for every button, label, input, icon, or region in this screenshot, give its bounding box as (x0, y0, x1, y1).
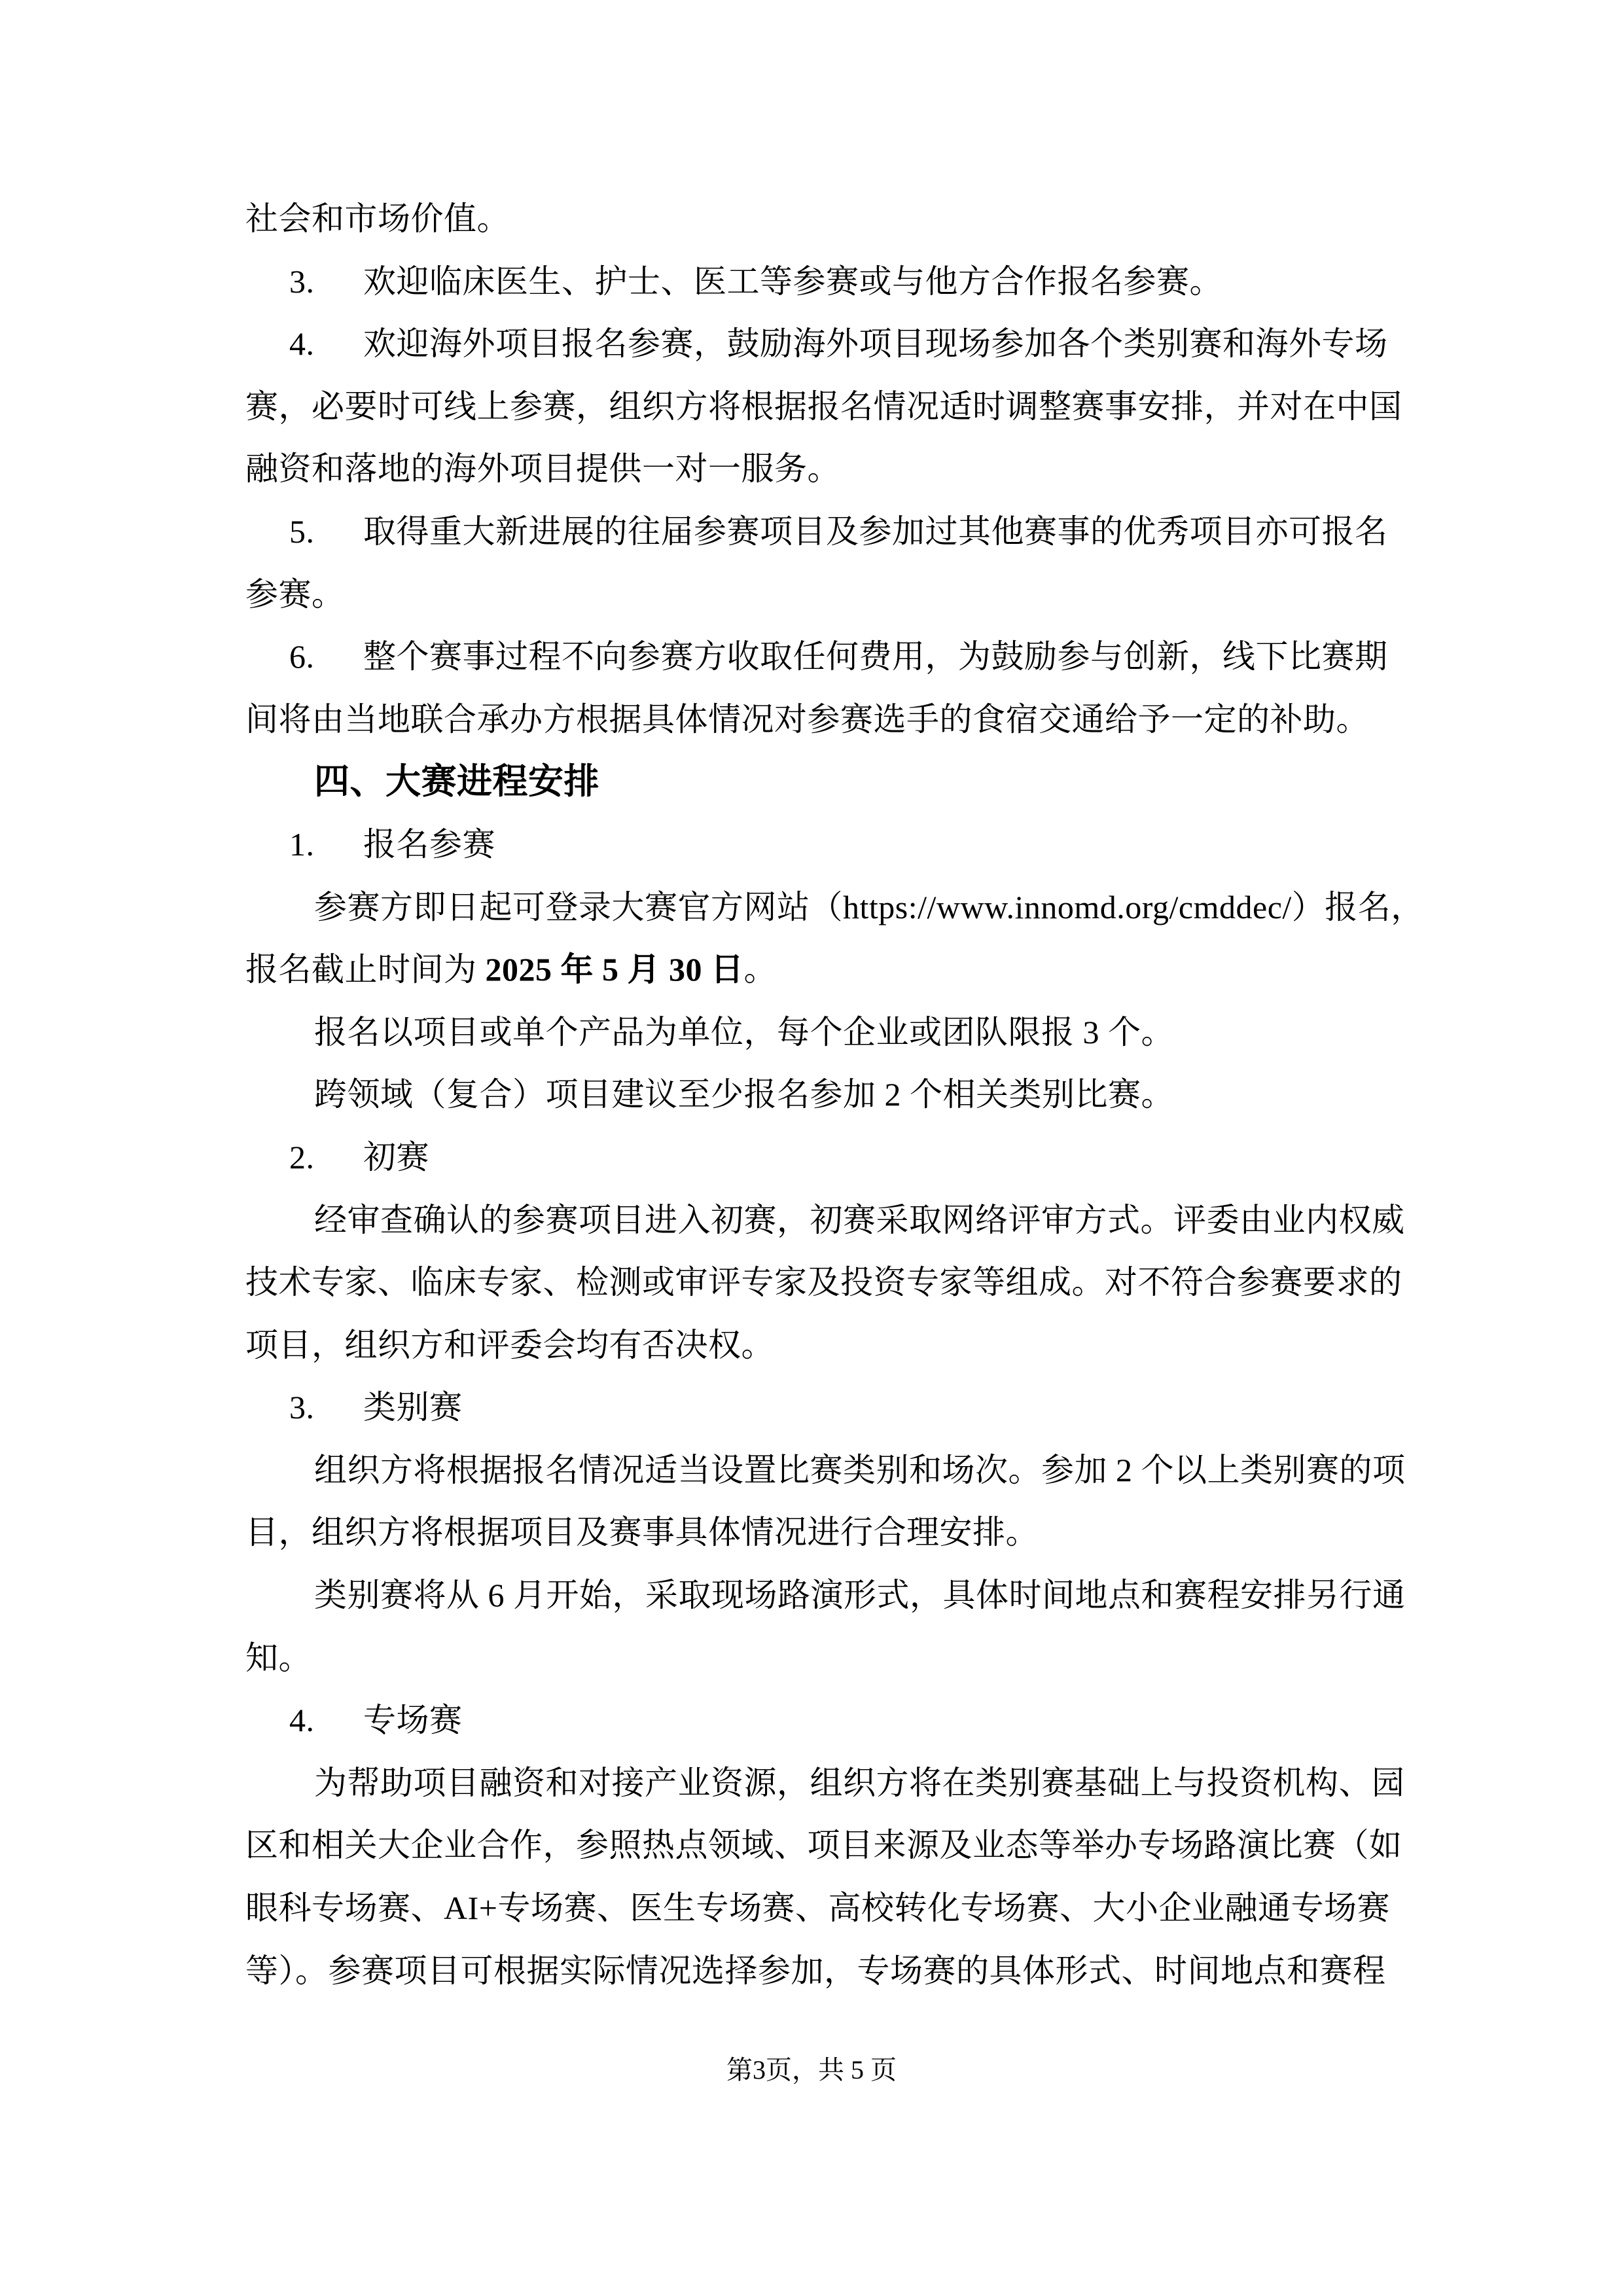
line-text (363, 263, 1222, 300)
text-run: 赛，必要时可线上参赛，组织方将根据报名情况适时调整赛事安排，并对在中国 (245, 387, 1402, 425)
line-text (314, 1452, 1406, 1488)
page-number: 第3页，共 5 页 (726, 2055, 897, 2085)
line-text (245, 450, 840, 487)
list-number: 5. (289, 512, 315, 550)
line-text (314, 889, 1424, 925)
list-number: 3. (289, 262, 315, 300)
text-line (245, 1814, 1402, 1877)
line-text (363, 1139, 429, 1175)
line-text (363, 1702, 463, 1738)
text-line (245, 438, 1378, 501)
text-run: 经审查确认的参赛项目进入初赛，初赛采取网络评审方式。评委由业内权威 (314, 1201, 1405, 1238)
text-line (245, 814, 1378, 876)
text-run: 间将由当地联合承办方根据具体情况对参赛选手的食宿交通给予一定的补助。 (245, 700, 1369, 738)
text-run: 专场赛 (363, 1702, 463, 1739)
line-text (245, 701, 1369, 738)
line-text (314, 1014, 1174, 1050)
text-line (245, 1940, 1386, 2003)
list-number: 4. (289, 1702, 315, 1739)
text-line (245, 1064, 1378, 1126)
text-line (245, 1001, 1378, 1064)
line-text (245, 1827, 1402, 1863)
line-text (245, 388, 1402, 425)
text-line (245, 251, 1378, 314)
text-run: 等）。参赛项目可根据实际情况选择参加，专场赛的具体形式、时间地点和赛程 (245, 1952, 1386, 1989)
line-text (363, 1389, 463, 1426)
bold-text-run: 2025 年 5 月 30 日 (485, 951, 744, 988)
text-line (245, 313, 1388, 376)
text-run: 整个赛事过程不向参赛方收取任何费用，为鼓励参与创新，线下比赛期 (363, 638, 1388, 675)
text-run: 眼科专场赛、AI+专场赛、医生专场赛、高校转化专场赛、大小企业融通专场赛 (245, 1890, 1390, 1927)
text-run: 组织方将根据报名情况适当设置比赛类别和场次。参加 2 个以上类别赛的项 (314, 1451, 1406, 1488)
list-number: 2. (289, 1138, 315, 1175)
line-text (245, 1952, 1386, 1989)
text-line (245, 1376, 1378, 1439)
text-line (245, 1126, 1378, 1189)
bold-text-run: 四、大赛进程安排 (314, 762, 599, 802)
text-run: 报名参赛 (363, 825, 495, 863)
text-run: 欢迎海外项目报名参赛，鼓励海外项目现场参加各个类别赛和海外专场 (363, 325, 1388, 363)
text-run: 区和相关大企业合作，参照热点领域、项目来源及业态等举办专场路演比赛（如 (245, 1827, 1402, 1864)
text-run: 报名截止时间为 (245, 951, 486, 988)
text-run: 社会和市场价值。 (245, 200, 510, 237)
text-run: 技术专家、临床专家、检测或审评专家及投资专家等组成。对不符合参赛要求的 (245, 1264, 1402, 1301)
text-run: 参赛。 (245, 575, 345, 613)
line-text (314, 1765, 1405, 1801)
list-number: 1. (289, 825, 315, 863)
text-line (245, 939, 1378, 1001)
line-text (245, 1264, 1402, 1300)
text-run: 目，组织方将根据项目及赛事具体情况进行合理安排。 (245, 1514, 1039, 1551)
text-run: 。 (743, 951, 777, 988)
text-body (245, 188, 1424, 2002)
text-line (245, 626, 1388, 689)
text-run: 知。 (245, 1639, 312, 1676)
text-line (245, 501, 1388, 564)
text-run: 取得重大新进展的往届参赛项目及参加过其他赛事的优秀项目亦可报名 (363, 512, 1388, 550)
line-text (314, 762, 599, 801)
text-line (245, 1752, 1405, 1815)
line-text (363, 638, 1388, 675)
line-text (245, 1514, 1039, 1551)
text-line (245, 1627, 1378, 1690)
list-number: 3. (289, 1389, 315, 1426)
text-line (245, 1877, 1390, 1940)
text-line (245, 1439, 1406, 1502)
text-run: 报名以项目或单个产品为单位，每个企业或团队限报 3 个。 (314, 1013, 1174, 1050)
line-text (245, 951, 777, 988)
line-text (363, 513, 1388, 550)
text-line (245, 689, 1378, 751)
line-text (245, 1640, 312, 1676)
line-text (314, 1202, 1405, 1238)
text-line (245, 564, 1378, 626)
line-text (363, 325, 1388, 362)
text-run: 项目，组织方和评委会均有否决权。 (245, 1326, 774, 1363)
text-line (245, 1251, 1402, 1314)
line-text (363, 826, 495, 863)
line-text (245, 200, 510, 237)
text-line (245, 1689, 1378, 1752)
line-text (245, 576, 345, 613)
line-text (314, 1076, 1174, 1113)
section-heading (245, 751, 1378, 814)
text-line (245, 876, 1424, 939)
text-run: 跨领域（复合）项目建议至少报名参加 2 个相关类别比赛。 (314, 1076, 1174, 1113)
text-line (245, 1501, 1378, 1564)
line-text (245, 1890, 1390, 1926)
text-run: 欢迎临床医生、护士、医工等参赛或与他方合作报名参赛。 (363, 262, 1222, 300)
text-run: 参赛方即日起可登录大赛官方网站（https://www.innomd.org/cmddec/）报名， (314, 888, 1424, 925)
text-run: 初赛 (363, 1138, 429, 1175)
list-number: 6. (289, 638, 315, 675)
text-line (245, 188, 1378, 251)
text-run: 类别赛将从 6 月开始，采取现场路演形式，具体时间地点和赛程安排另行通 (314, 1577, 1406, 1614)
line-text (245, 1327, 774, 1363)
text-line (245, 1189, 1405, 1252)
line-text (314, 1577, 1406, 1613)
text-line (245, 1314, 1378, 1377)
text-run: 类别赛 (363, 1389, 463, 1426)
text-line (245, 376, 1402, 439)
text-line (245, 1564, 1406, 1627)
text-run: 为帮助项目融资和对接产业资源，组织方将在类别赛基础上与投资机构、园 (314, 1764, 1405, 1801)
list-number: 4. (289, 325, 315, 363)
text-run: 融资和落地的海外项目提供一对一服务。 (245, 450, 840, 488)
